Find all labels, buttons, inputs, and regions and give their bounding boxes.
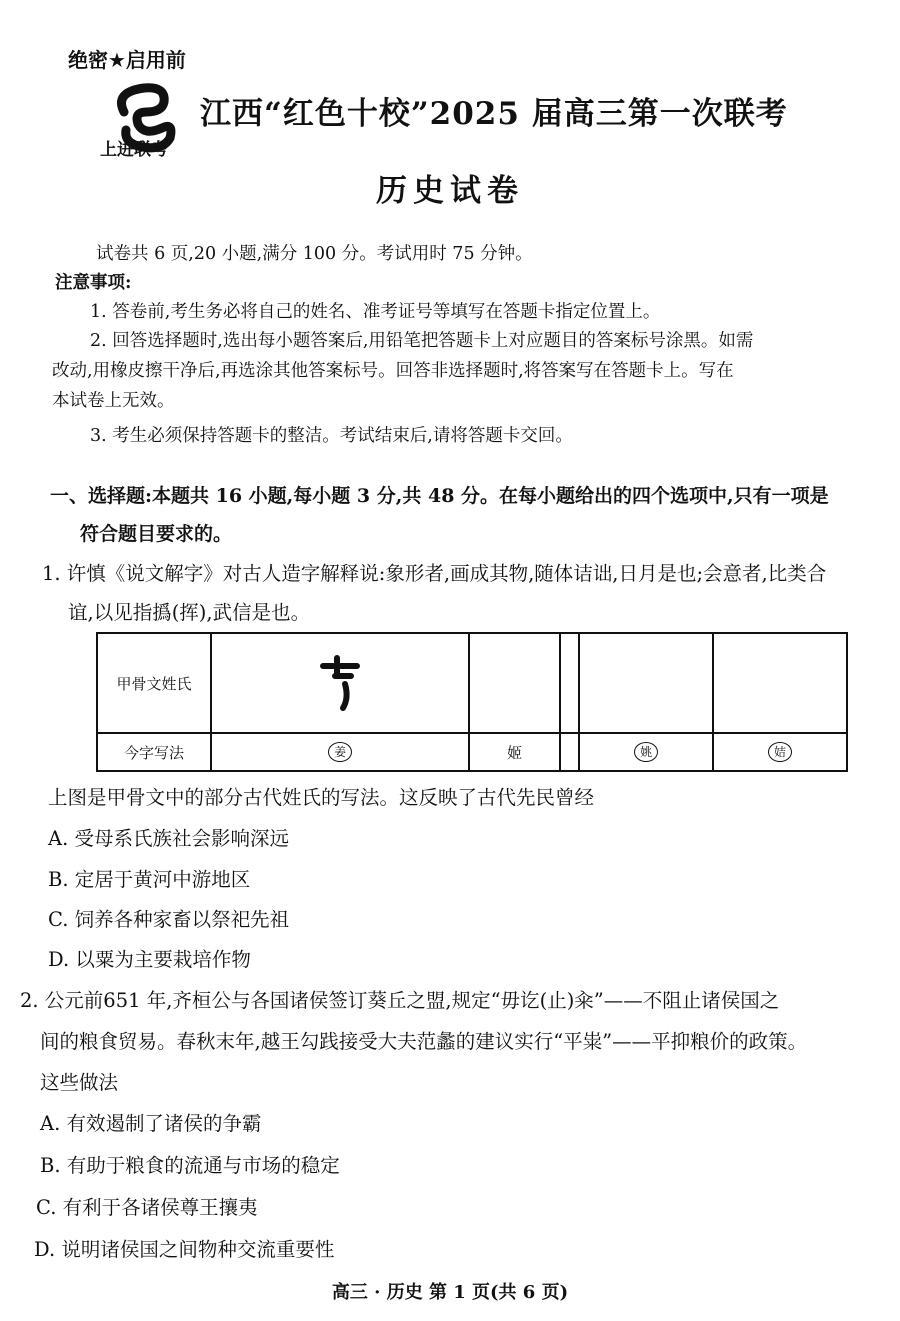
q1-stem-line2: 谊,以见指撝(挥),武信是也。 <box>68 601 311 624</box>
notice-item-2-line3: 本试卷上无效。 <box>52 391 175 411</box>
notice-item-3: 3. 考生必须保持答题卡的整洁。考试结束后,请将答题卡交回。 <box>90 426 573 446</box>
notice-item-1: 1. 答卷前,考生务必将自己的姓名、准考证号等填写在答题卡指定位置上。 <box>90 302 661 322</box>
exam-intro: 试卷共 6 页,20 小题,满分 100 分。考试用时 75 分钟。 <box>96 244 533 264</box>
table-row-header-modern: 今字写法 <box>97 733 211 771</box>
table-row-header-oracle: 甲骨文姓氏 <box>97 633 211 733</box>
notice-heading: 注意事项: <box>55 273 132 293</box>
subject-title: 历史试卷 <box>376 173 524 209</box>
q1-option-c: C. 饲养各种家畜以祭祀先祖 <box>48 908 290 931</box>
q2-stem-line2: 间的粮食贸易。春秋末年,越王勾践接受大夫范蠡的建议实行“平粜”——平抑粮价的政策。 <box>40 1030 808 1053</box>
q2-stem-line1: 2. 公元前651 年,齐桓公与各国诸侯签订葵丘之盟,规定“毋讫(止)籴”——不阻止诸侯国之 <box>20 989 780 1012</box>
modern-char-4: 姚 <box>579 733 713 771</box>
exam-title: 江西“红色十校”2025 届高三第一次联考 <box>200 96 788 132</box>
oracle-bone-table <box>96 632 848 772</box>
q2-option-a: A. 有效遏制了诸侯的争霸 <box>40 1112 262 1135</box>
q1-stem-line1: 1. 许慎《说文解字》对古人造字解释说:象形者,画成其物,随体诘诎,日月是也;会意者,比类合 <box>42 562 827 585</box>
page-footer: 高三 · 历史 第 1 页(共 6 页) <box>331 1282 569 1303</box>
oracle-glyph-5 <box>713 633 847 733</box>
oracle-glyph-jiang-icon <box>315 646 365 716</box>
oracle-glyph-4 <box>579 633 713 733</box>
q1-stem-line3: 上图是甲骨文中的部分古代姓氏的写法。这反映了古代先民曾经 <box>48 786 595 809</box>
confidential-label: 绝密★启用前 <box>68 48 186 72</box>
modern-char-5: 姞 <box>713 733 847 771</box>
q1-option-b: B. 定居于黄河中游地区 <box>48 868 251 891</box>
modern-char-2: 姬 <box>469 733 560 771</box>
section-heading: 一、选择题:本题共 16 小题,每小题 3 分,共 48 分。在每小题给出的四个选项中,只有一项是 <box>50 485 829 507</box>
q1-option-a: A. 受母系氏族社会影响深远 <box>48 827 289 850</box>
logo-text: 上进联考 <box>100 140 168 160</box>
q1-option-d: D. 以粟为主要栽培作物 <box>48 948 251 971</box>
q2-option-c: C. 有利于各诸侯尊王攘夷 <box>36 1196 258 1219</box>
oracle-glyph-1 <box>211 633 469 733</box>
modern-char-1: 姜 <box>211 733 469 771</box>
notice-item-2-line2: 改动,用橡皮擦干净后,再选涂其他答案标号。回答非选择题时,将答案写在答题卡上。写在 <box>52 361 734 381</box>
q2-option-b: B. 有助于粮食的流通与市场的稳定 <box>40 1154 340 1177</box>
q2-option-d: D. 说明诸侯国之间物种交流重要性 <box>34 1238 335 1261</box>
oracle-glyph-2 <box>469 633 560 733</box>
oracle-glyph-3 <box>560 633 579 733</box>
modern-char-3 <box>560 733 579 771</box>
section-heading-cont: 符合题目要求的。 <box>80 523 233 545</box>
q2-stem-line3: 这些做法 <box>40 1071 119 1094</box>
notice-item-2-line1: 2. 回答选择题时,选出每小题答案后,用铅笔把答题卡上对应题目的答案标号涂黑。如需 <box>90 331 754 351</box>
